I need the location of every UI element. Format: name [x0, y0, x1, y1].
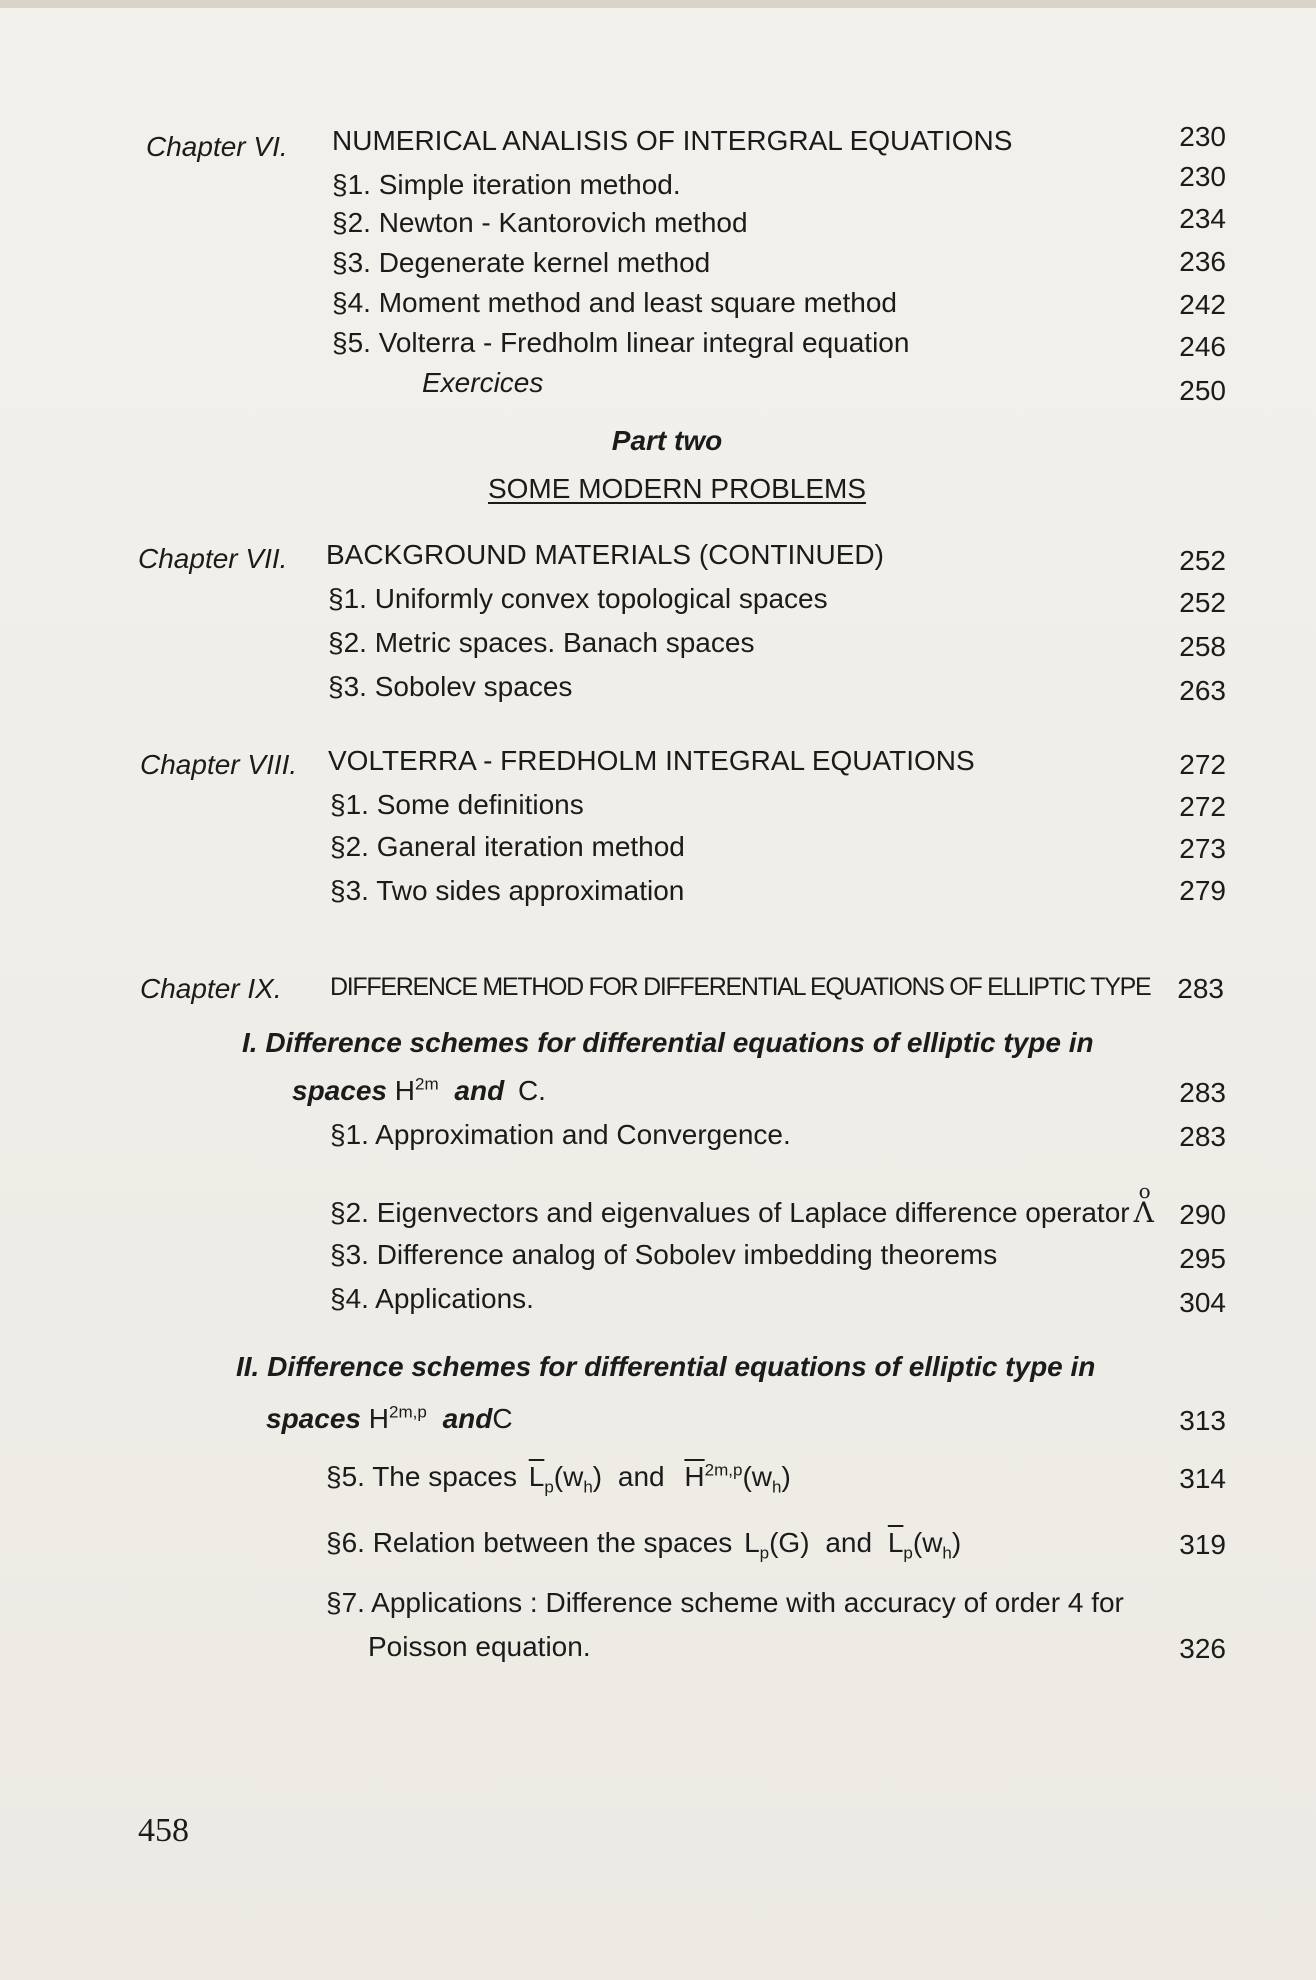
section-entry: §1. Uniformly convex topological spaces — [328, 583, 828, 614]
page-ref: 258 — [1179, 631, 1226, 662]
chapter-label: Chapter IX. — [140, 973, 282, 1004]
chapter-title: DIFFERENCE METHOD FOR DIFFERENTIAL EQUATIONS OF ELLIPTIC TYPE — [330, 973, 1151, 1001]
chapter-title: BACKGROUND MATERIALS (CONTINUED) — [326, 539, 884, 570]
page-number: 458 — [138, 1812, 189, 1849]
page-ref: 252 — [1179, 545, 1226, 576]
page-ref: 242 — [1179, 289, 1226, 320]
space-symbol: C. — [517, 1075, 546, 1106]
part-label: Part two — [611, 425, 723, 456]
section-entry: §2. Eigenvectors and eigenvalues of Laplace difference operator o Λ — [330, 1196, 1154, 1230]
spaces-word: spaces — [292, 1075, 387, 1106]
page-ref: 230 — [1179, 161, 1226, 192]
page-ref: 319 — [1179, 1529, 1226, 1560]
page-ref: 290 — [1179, 1199, 1226, 1230]
page-ref: 272 — [1179, 749, 1226, 780]
exercises-entry: Exercices — [422, 367, 544, 398]
section-entry: §3. Degenerate kernel method — [332, 247, 711, 278]
page-ref: 230 — [1179, 121, 1226, 152]
page-ref: 326 — [1179, 1633, 1226, 1664]
page-ref: 279 — [1179, 875, 1226, 906]
part-heading-line2 — [266, 1402, 513, 1436]
section-entry: §2. Metric spaces. Banach spaces — [328, 627, 755, 658]
page-ref: 273 — [1179, 833, 1226, 864]
part-heading: I. Difference schemes for differential equations of elliptic type in — [242, 1027, 1094, 1058]
space-symbol: $H^{2m,p}$ — [368, 1402, 427, 1434]
section-entry: §5. The spaces $\overline{L}_p(w_h)$ and $\overline{H}^{2m,p}(w_h)$ — [326, 1460, 791, 1497]
page-ref: 295 — [1179, 1243, 1226, 1274]
page-ref: 313 — [1179, 1405, 1226, 1436]
section-entry: §1. Simple iteration method. — [332, 169, 681, 200]
part-heading-line2 — [292, 1074, 546, 1108]
page-ref: 283 — [1177, 973, 1224, 1004]
space-symbol: $H^{2m}$ — [394, 1074, 439, 1106]
space-symbol: $\overline{H}^{2m,p}(w_h)$ — [684, 1460, 791, 1497]
page-ref: 250 — [1179, 375, 1226, 406]
chapter-title: VOLTERRA - FREDHOLM INTEGRAL EQUATIONS — [328, 745, 975, 776]
section-entry: §3. Difference analog of Sobolev imbedding theorems — [330, 1239, 998, 1270]
section-entry: §6. Relation between the spaces $L_p(G)$ and $\overline{L}_p(w_h)$ — [326, 1527, 962, 1563]
section-entry: §1. Approximation and Convergence. — [330, 1119, 791, 1150]
page-ref: 304 — [1179, 1287, 1226, 1318]
chapter-title: NUMERICAL ANALISIS OF INTERGRAL EQUATIONS — [332, 125, 1013, 156]
chapter-label: Chapter VII. — [138, 543, 288, 574]
lambda-operator-symbol: o Λ — [1134, 1196, 1154, 1230]
section-entry: §3. Sobolev spaces — [328, 671, 573, 702]
part-title: SOME MODERN PROBLEMS — [487, 473, 867, 504]
chapter-label: Chapter VI. — [146, 131, 288, 162]
section-entry-cont: Poisson equation. — [368, 1631, 591, 1662]
and-word: and — [442, 1403, 493, 1434]
section-entry: §1. Some definitions — [330, 789, 584, 820]
section-entry: §3. Two sides approximation — [330, 875, 685, 906]
section-entry: §4. Applications. — [330, 1283, 534, 1314]
space-symbol: C — [492, 1403, 513, 1434]
space-symbol: $\overline{L}_p(w_h)$ — [887, 1527, 962, 1563]
page-ref: 272 — [1179, 791, 1226, 822]
page-ref: 252 — [1179, 587, 1226, 618]
space-symbol: $\overline{L}_p(w_h)$ — [528, 1461, 603, 1497]
and-word: and — [454, 1075, 505, 1106]
space-symbol: $L_p(G)$ — [744, 1527, 810, 1563]
section-entry: §7. Applications : Difference scheme with accuracy of order 4 for — [326, 1587, 1124, 1618]
page-ref: 283 — [1179, 1077, 1226, 1108]
chapter-label: Chapter VIII. — [140, 749, 298, 780]
section-entry: §5. Volterra - Fredholm linear integral equation — [332, 327, 910, 358]
page-ref: 314 — [1179, 1463, 1226, 1494]
page-top-edge — [0, 0, 1316, 8]
section-entry: §4. Moment method and least square method — [332, 287, 898, 318]
page-ref: 246 — [1179, 331, 1226, 362]
page-ref: 234 — [1179, 203, 1226, 234]
page-ref: 263 — [1179, 675, 1226, 706]
section-entry: §2. Ganeral iteration method — [330, 831, 685, 862]
section-entry: §2. Newton - Kantorovich method — [332, 207, 748, 238]
page-ref: 236 — [1179, 246, 1226, 277]
spaces-word: spaces — [266, 1403, 361, 1434]
page-ref: 283 — [1179, 1121, 1226, 1152]
part-heading: II. Difference schemes for differential equations of elliptic type in — [236, 1351, 1096, 1382]
